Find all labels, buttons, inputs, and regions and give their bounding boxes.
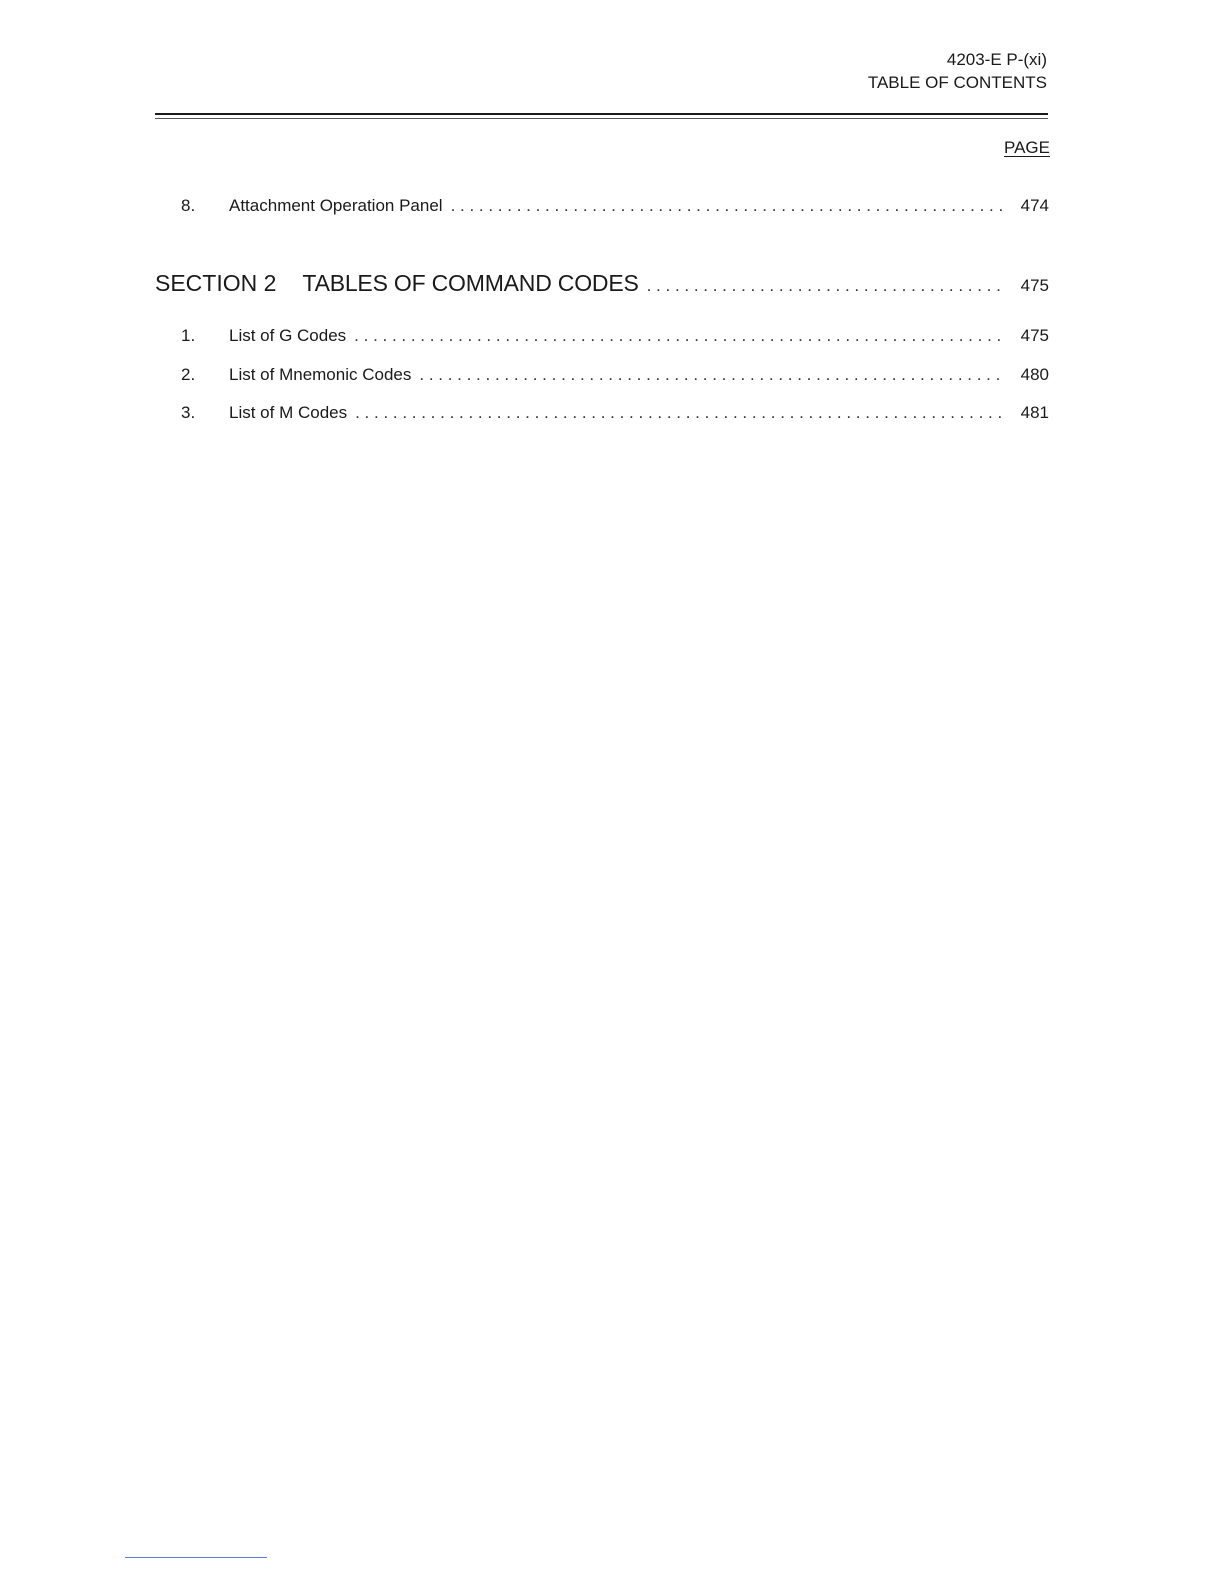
header-rule-thick bbox=[155, 113, 1048, 115]
dot-leader bbox=[419, 365, 1003, 385]
section-title: TABLES OF COMMAND CODES bbox=[302, 270, 639, 296]
toc-entry-number: 8. bbox=[181, 196, 196, 215]
toc-entry-page: 475 bbox=[1020, 326, 1049, 345]
header-rule-thin bbox=[155, 118, 1048, 119]
section-page: 475 bbox=[1020, 276, 1049, 295]
toc-entry-number: 2. bbox=[181, 365, 196, 384]
toc-entry-page: 481 bbox=[1020, 403, 1049, 422]
toc-entry-title: List of Mnemonic Codes bbox=[229, 365, 412, 384]
toc-entry-number: 3. bbox=[181, 403, 196, 422]
page-header bbox=[868, 48, 1047, 94]
page-column-label: PAGE bbox=[1004, 138, 1050, 157]
dot-leader bbox=[354, 326, 1003, 346]
header-title: TABLE OF CONTENTS bbox=[867, 73, 1047, 92]
footer-rule bbox=[125, 1557, 267, 1558]
dot-leader bbox=[451, 196, 1003, 216]
section-label: SECTION 2 bbox=[155, 270, 277, 296]
document-code: 4203-E P-(xi) bbox=[946, 50, 1047, 69]
toc-entry-title: Attachment Operation Panel bbox=[229, 196, 443, 215]
toc-entry-page: 474 bbox=[1020, 196, 1049, 215]
toc-entry-number: 1. bbox=[181, 326, 196, 345]
toc-entry-title: List of M Codes bbox=[229, 403, 348, 422]
dot-leader bbox=[355, 403, 1003, 423]
toc-entry-title: List of G Codes bbox=[229, 326, 347, 345]
dot-leader bbox=[647, 276, 1003, 296]
toc-entry-page: 480 bbox=[1020, 365, 1049, 384]
